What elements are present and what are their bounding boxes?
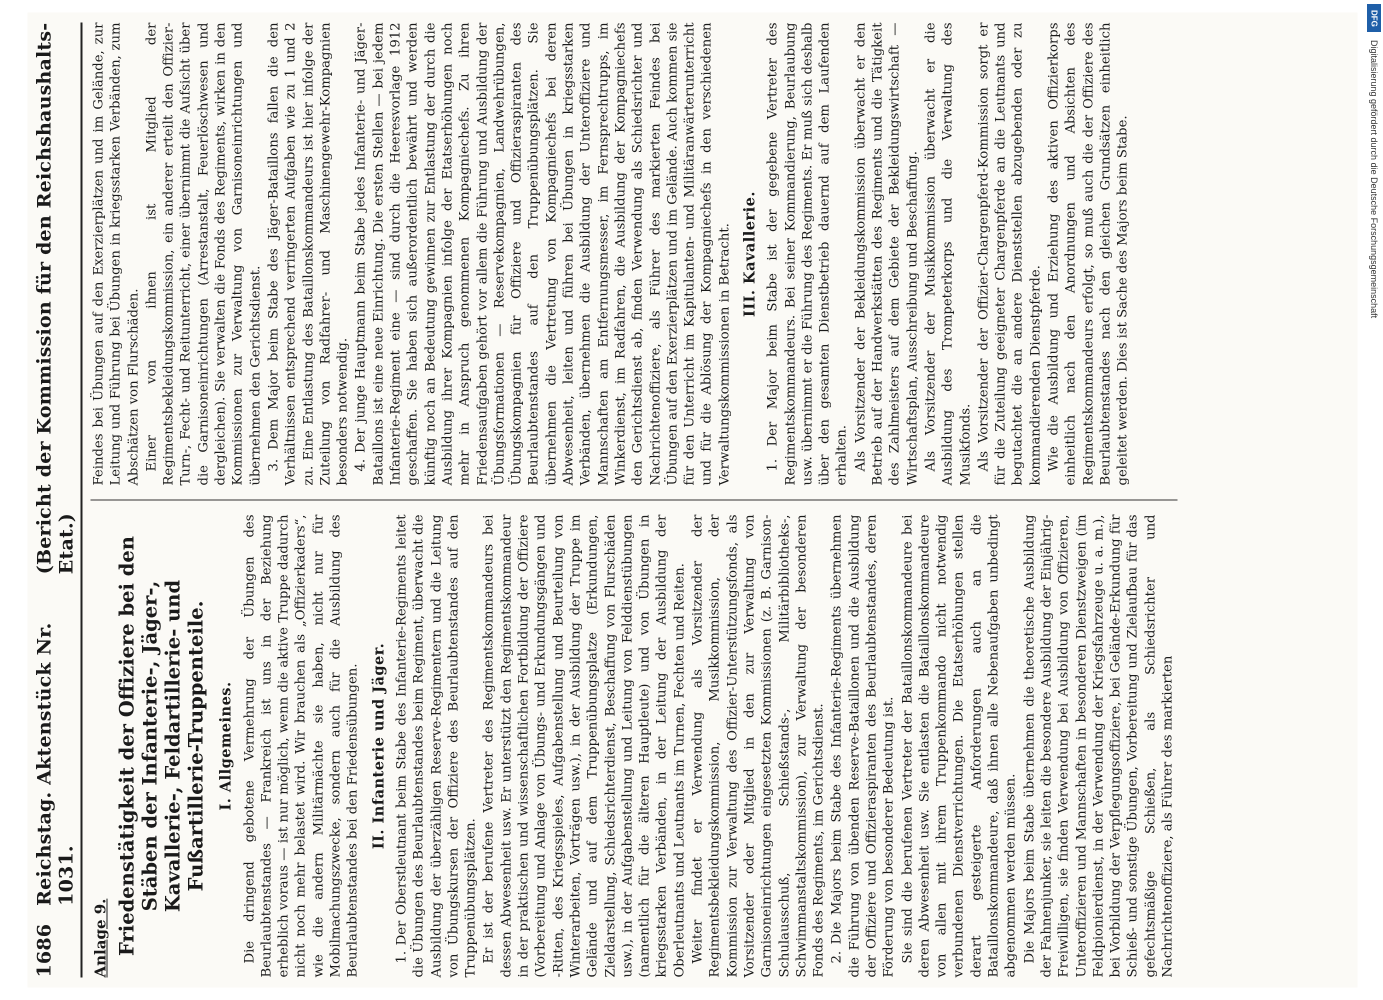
paragraph: Einer von ihnen ist Mitglied der Regimentsbekleidungskommission, ein anderer erteilt den Offizier-Turn-, Fecht- und Reitunterricht, einer übernimmt die Aufsicht über die Garnisoneinrichtungen (Arrestanstalt, Feuerlöschwesen und dergleichen). Sie verwalten die Fonds des Regiments, wirken in den Kommissionen zur Verwaltung von Garnisoneinrichtungen und übernehmen den Gerichtsdienst. xyxy=(143,22,263,486)
column-right xyxy=(90,23,1177,486)
paragraph: 3. Dem Major beim Stabe des Jäger-Bataillons fallen die den Verhältnissen entsprechend verringerten Aufgaben wie zu 1 und 2 zu. Eine Entlastung des Bataillonskommandeurs ist hier infolge der Zuteilung von Radfahrer- und Maschinengewehr-Kompagnien besonders notwendig. xyxy=(265,22,351,486)
dfg-logo: DFG xyxy=(1367,4,1381,32)
anlage-label: Anlage 9. xyxy=(91,898,109,978)
page-header xyxy=(27,23,82,978)
column-left xyxy=(90,515,1177,978)
paragraph: 1. Der Oberstleutnant beim Stabe des Infanterie-Regiments leitet die Übungen des Beurlaubtenstandes beim Regiment, überwacht die Ausbildung der überzähligen Reserve-Regimentern und die Leitung von Übungskursen der Offiziere des Beurlaubtenstandes auf den Truppenübungsplätzen. xyxy=(393,514,479,978)
paragraph: Sie sind die berufenen Vertreter der Bataillonskommandeure bei deren Abwesenheit usw. Sie entlasten die Bataillonskommandeure von allen mit ihrem Truppenkommando nicht notwendig verbundenen Dienstverrichtungen. Die Etatserhöhungen stellen derart gesteigerte Anforderungen auch an die Bataillonskommandeure, daß ihnen alle Nebenaufgaben unbedingt abgenommen werden müssen. xyxy=(899,514,1019,978)
paragraph: Die Majors beim Stabe übernehmen die theoretische Ausbildung der Fahnenjunker, sie leiten die besondere Ausbildung der Einjährig-Freiwilligen, sie finden Verwendung bei Ausbildung von Offizieren, Unteroffizieren und Mannschaften in besonderen Dienstzweigen (im Feldpionierdienst, in der Verwendung der Kriegsfahrzeuge u. a. m.), bei Vorbildung der Verpflegungsoffiziere, bei Gelände-Erkundung für Schieß- und sonstige Übungen, Vorbereitung und Zielaufbau für das gefechtsmäßige Schießen, als Schiedsrichter und Nachrichtenoffiziere, als Führer des markierten xyxy=(1021,514,1176,978)
paragraph: Die dringend gebotene Vermehrung der Übungen des Beurlaubtenstandes — Frankreich ist uns in der Beziehung erheblich voraus — ist nur möglich, wenn die aktive Truppe dadurch nicht noch mehr belastet wird. Wir brauchen als „Offizierkaders“, wie die andern Militärmächte sie haben, nicht nur für Mobilmachungszwecke, sondern auch für die Ausbildung des Beurlaubtenstandes bei den Friedensübungen. xyxy=(241,514,361,978)
column-divider xyxy=(90,500,1177,501)
section-heading-kavallerie: III. Kavallerie. xyxy=(740,191,758,317)
section-heading-allgemeines: I. Allgemeines. xyxy=(217,681,235,811)
paragraph: Wie die Ausbildung und Erziehung des aktiven Offizierkorps einheitlich nach den Anordnungen und Absichten des Regimentskommandeurs erfolgt, so muß auch die der Offiziere des Beurlaubtenstandes nach den gleichen Grundsätzen einheitlich geleitet werden. Dies ist Sache des Majors beim Stabe. xyxy=(1046,22,1131,486)
paragraph: Als Vorsitzender der Musikkommission überwacht er die Ausbildung des Trompeterkorps und die Verwaltung des Musikfonds. xyxy=(922,22,973,486)
paragraph: Als Vorsitzender der Bekleidungskommission überwacht er den Betrieb auf der Handwerkstätten des Regiments und die Tätigkeit des Zahlmeisters auf dem Gebiete der Bekleidungswirtschaft — Wirtschaftsplan, Ausschreibung und Beschaffung. xyxy=(852,22,920,486)
paragraph: Als Vorsitzender der Offizier-Chargenpferd-Kommission sorgt er für die Zuteilung geeigneter Chargenpferde an die Leutnants und begutachtet die an andere Dienststellen abzugebenden oder zu kommandierenden Dienstpferde. xyxy=(975,22,1043,486)
paragraph: Feindes bei Übungen auf den Exerzierplätzen und im Gelände, zur Leitung und Führung bei Übungen in kriegsstarken Verbänden, zum Abschätzen von Flurschäden. xyxy=(91,22,141,486)
digitization-credit: Digitalisierung gefördert durch die Deutsche Forschungsgemeinschaft xyxy=(1369,40,1379,319)
paragraph: 1. Der Major beim Stabe ist der gegebene Vertreter des Regimentskommandeurs. Bei seiner Kommandierung, Beurlaubung usw. übernimmt er die Führung des Regiments. Er muß sich deshalb über den gesamten Dienstbetrieb dauernd auf dem Laufenden erhalten. xyxy=(765,22,850,486)
text-columns xyxy=(90,23,1177,978)
document-title: Friedenstätigkeit der Offiziere bei den Stäben der Infanterie-, Jäger-, Kavallerie-, Feldartillerie- und Fußartillerie-Truppenteile. xyxy=(115,536,208,956)
paragraph: Weiter findet er Verwendung als Vorsitzender der Regimentsbekleidungskommission, Musikkommission, der Kommission zur Verwaltung des Offizier-Unterstützungsfonds, als Vorsitzender oder Mitglied in den zur Verwaltung von Garnisoneinrichtungen eingesetzten Kommissionen (z. B. Garnison-Schulausschuß, Schießstands-, Militärbibliotheks-, Schwimmanstaltskommission), zur Verwaltung der besonderen Fonds des Regiments, im Gerichtsdienst. xyxy=(690,514,827,978)
page-number: 1686 xyxy=(33,923,55,978)
header-left: Reichstag. Aktenstück Nr. 1031. xyxy=(33,622,77,906)
paragraph: Er ist der berufene Vertreter des Regimentskommandeurs bei dessen Abwesenheit usw. Er unterstützt den Regimentskommandeur in der praktischen und wissenschaftlichen Fortbildung der Offiziere (Vorbereitung und Anlage von Übungs- und Erkundungsgängen und -Ritten, des Kriegsspieles, Aufgabenstellung und Beurteilung von Winterarbeiten, Vorträgen usw.), in der Ausbildung der Truppe im Gelände und auf dem Truppenübungsplatze (Erkundungen, Zieldarstellung, Schiedsrichterdienst, Beschaffung von Flurschäden usw.), in der Aufgabenstellung und Leitung von Felddienstübungen (namentlich für die älteren Hauptleute) und von Übungen in kriegsstarken Verbänden, in der Leitung der Ausbildung der Oberleutnants und Leutnants im Turnen, Fechten und Reiten. xyxy=(481,514,687,978)
paragraph: 2. Die Majors beim Stabe des Infanterie-Regiments übernehmen die Führung von übenden Reserve-Bataillonen und die Ausbildung der Offiziere und Offizieraspiranten des Beurlaubtenstandes, deren Förderung von besonderer Bedeutung ist. xyxy=(829,514,897,978)
document-page xyxy=(27,13,1357,988)
section-heading-infanterie: II. Infanterie und Jäger. xyxy=(369,642,387,850)
header-right: (Bericht der Kommission für den Reichshaushalts-Etat.) xyxy=(33,22,77,575)
paragraph: 4. Der junge Hauptmann beim Stabe jedes Infanterie- und Jäger-Bataillons ist eine neue Einrichtung. Die ersten Stellen — bei jedem Infanterie-Regiment eine — sind durch die Heeresvorlage 1912 geschaffen. Sie haben sich außerordentlich bewährt und werden künftig noch an Bedeutung gewinnen zur Entlastung der durch die Ausbildung ihrer Kompagnien infolge der Etatserhöhungen noch mehr in Anspruch genommenen Kompagniechefs. Zu ihren Friedensaufgaben gehört vor allem die Führung und Ausbildung der Übungsformationen — Reservekompagnien, Landwehrübungen, Übungskompagnien für Offiziere und Offizieraspiranten des Beurlaubtenstandes auf den Truppenübungsplätzen. Sie übernehmen die Vertretung von Kompagniechefs bei deren Abwesenheit, leiten und führen bei Übungen in kriegsstarken Verbänden, übernehmen die Ausbildung der Unteroffiziere und Mannschaften am Entfernungsmesser, im Fernsprechtrupps, im Winkerdienst, im Radfahren, die Ausbildung der Kompagniechefs den Gerichtsdienst ab, finden Verwendung als Schiedsrichter und Nachrichtenoffiziere, als Führer des markierten Feindes bei Übungen auf den Exerzierplätzen und im Gelände. Auch kommen sie für den Unterricht im Kapitulanten- und Militäranwärterunterricht und für die Ablösung der Kompagniechefs in den verschiedenen Verwaltungskommissionen in Betracht. xyxy=(353,22,732,486)
